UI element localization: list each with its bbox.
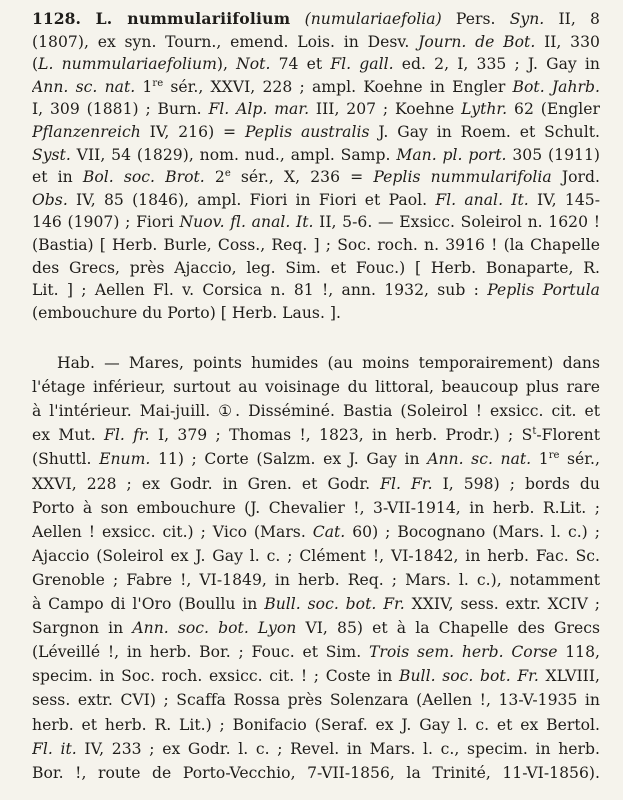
habitat-text-line (32, 448, 600, 470)
body-text: des Grecs, près Ajaccio, leg. Sim. et Fouc.) [ Herb. Bonaparte, R. (32, 258, 600, 277)
entry-text-line (32, 8, 600, 30)
body-text: sér., XXVI, 228 ; ampl. Koehne in Engler (163, 77, 513, 96)
body-text: Bor. !, route de Porto-Vecchio, 7-VII-1856, la Trinité, 11-VI-1856). (32, 763, 600, 782)
body-text: IV, 233 ; ex Godr. l. c. ; Revel. in Mars. l. c., specim. in herb. (76, 739, 600, 758)
body-text: l'étage inférieur, surtout au voisinage du littoral, beaucoup plus rare (32, 378, 600, 397)
body-text: ), (216, 55, 237, 74)
body-text: à Campo di l'Oro (Boullu in (32, 595, 265, 613)
body-text: Porto à son embouchure (J. Chevalier !, 3-VII-1914, in herb. R.Lit. ; (32, 498, 600, 517)
habitat-text-line (32, 738, 600, 760)
body-text: 118, (557, 643, 600, 662)
italic-citation-text: (numulariaefolia) (290, 10, 442, 28)
superscript-text: t (532, 426, 537, 438)
habitat-text-line (32, 400, 600, 422)
body-text: IV, 145- (528, 190, 600, 209)
italic-citation-text: Trois sem. herb. Corse (368, 643, 558, 662)
italic-citation-text: Obs. (32, 190, 68, 209)
body-text: ex Mut. (32, 426, 104, 445)
body-text: II, 8 (544, 10, 600, 28)
entry-text-line (32, 76, 600, 98)
italic-citation-text: Bot. Jahrb. (512, 77, 600, 96)
body-text: à l'intérieur. Mai-juill. ①. Disséminé. Bastia (Soleirol ! exsicc. cit. et (32, 402, 600, 421)
body-text: 2 (204, 168, 225, 187)
body-text: I, 309 (1881) ; Burn. (32, 100, 209, 119)
body-text: 1 (531, 450, 549, 469)
body-text: Pers. (441, 10, 510, 28)
italic-citation-text: Fl. gall. (330, 55, 394, 74)
entry-text-line (32, 211, 600, 233)
body-text: (Léveillé !, in herb. Bor. ; Fouc. et Sim. (32, 643, 369, 662)
entry-text-line (32, 144, 600, 166)
body-text: I, 598) ; bords du (432, 474, 600, 493)
entry-text-line (32, 98, 600, 120)
italic-citation-text: Fl. fr. (103, 426, 150, 445)
italic-citation-text: Lythr. (461, 100, 508, 119)
italic-citation-text: Pflanzenreich (32, 123, 141, 141)
body-text: -Florent (536, 426, 600, 445)
entry-text-line (32, 189, 600, 211)
body-text: (embouchure du Porto) [ Herb. Laus. ]. (32, 303, 341, 322)
entry-text-line (32, 121, 600, 143)
entry-text-line (32, 302, 600, 324)
habitat-text-line (32, 641, 600, 663)
habitat-text-line (32, 762, 600, 784)
italic-citation-text: Syn. (509, 10, 545, 28)
habitat-text-line (32, 424, 600, 446)
italic-citation-text: Cat. (312, 522, 346, 541)
italic-citation-text: Peplis Portula (487, 281, 600, 300)
body-text: Jord. (551, 168, 600, 187)
italic-citation-text: Enum. (99, 450, 151, 469)
habitat-text-line (32, 497, 600, 519)
body-text: specim. in Soc. roch. exsicc. cit. ! ; Coste in (32, 667, 400, 686)
italic-citation-text: Syst. (32, 145, 71, 164)
body-text: VII, 54 (1829), nom. nud., ampl. Samp. (70, 145, 397, 164)
entry-text-line (32, 257, 600, 279)
body-text: Grenoble ; Fabre !, VI-1849, in herb. Req. ; Mars. l. c.), notamment (32, 570, 600, 589)
superscript-text: re (152, 77, 164, 89)
italic-citation-text: Fl. anal. It. (435, 190, 529, 209)
body-text: 146 (1907) ; Fiori (32, 213, 180, 232)
italic-citation-text: Man. pl. port. (396, 145, 507, 164)
body-text: J. Gay in Roem. et Schult. (369, 123, 600, 141)
body-text: 305 (1911) (506, 145, 600, 164)
italic-citation-text: Fl. Fr. (380, 474, 433, 493)
body-text: IV, 216) = (140, 123, 245, 141)
habitat-text-line (32, 689, 600, 711)
body-text: Aellen ! exsicc. cit.) ; Vico (Mars. (32, 522, 313, 541)
body-text: herb. et herb. R. Lit.) ; Bonifacio (Seraf. ex J. Gay l. c. et ex Bertol. (32, 715, 600, 734)
entry-text-line (32, 31, 600, 53)
body-text: (1807), ex syn. Tourn., emend. Lois. in Desv. (32, 32, 419, 51)
body-text: ed. 2, I, 335 ; J. Gay in (393, 55, 600, 74)
italic-citation-text: Bull. soc. bot. Fr. (264, 595, 405, 613)
habitat-text-line (32, 521, 600, 543)
body-text: III, 207 ; Koehne (309, 100, 462, 119)
superscript-text: e (224, 168, 231, 180)
italic-citation-text: Ann. sc. nat. (427, 450, 532, 469)
entry-text-line (32, 53, 600, 75)
habitat-text-line (32, 593, 600, 615)
body-text: IV, 85 (1846), ampl. Fiori in Fiori et Paol. (67, 190, 436, 209)
body-text: 74 et (270, 55, 331, 74)
body-text: et in (32, 168, 83, 187)
entry-text-line (32, 279, 600, 301)
body-text: (Bastia) [ Herb. Burle, Coss., Req. ] ; Soc. roch. n. 3916 ! (la Chapelle (32, 236, 600, 254)
habitat-text-line (57, 352, 600, 374)
body-text: sér., (559, 450, 600, 469)
italic-citation-text: L. nummulariaefolium (38, 55, 217, 74)
italic-citation-text: Journ. de Bot. (418, 32, 536, 51)
body-text: II, 330 (535, 32, 600, 51)
habitat-text-line (32, 714, 600, 736)
body-text: 1 (135, 77, 153, 96)
italic-citation-text: Not. (236, 55, 271, 74)
body-text: Sargnon in (32, 619, 133, 638)
habitat-text-line (32, 545, 600, 567)
habitat-text-line (32, 617, 600, 639)
body-text: ( (32, 55, 39, 74)
entry-number: 1128. (32, 9, 96, 28)
italic-citation-text: Ann. soc. bot. Lyon (132, 619, 297, 638)
body-text: Lit. ] ; Aellen Fl. v. Corsica n. 81 !, ann. 1932, sub : (32, 281, 488, 300)
body-text: 62 (Engler (507, 100, 600, 119)
entry-text-line (32, 234, 600, 256)
body-text: I, 379 ; Thomas !, 1823, in herb. Prodr.) ; S (149, 426, 533, 445)
body-text: sér., X, 236 = (230, 168, 374, 187)
habitat-text-line (32, 569, 600, 591)
habitat-text-line (32, 376, 600, 398)
body-text: 11) ; Corte (Salzm. ex J. Gay in (150, 450, 428, 469)
italic-citation-text: Peplis australis (245, 123, 370, 141)
species-name: L. nummulariifolium (95, 9, 291, 28)
body-text: 60) ; Bocognano (Mars. l. c.) ; (345, 522, 600, 541)
body-text: (Shuttl. (32, 450, 100, 469)
body-text: XXIV, sess. extr. XCIV ; (404, 595, 600, 613)
italic-citation-text: Bol. soc. Brot. (82, 168, 205, 187)
entry-text-line (32, 166, 600, 188)
italic-citation-text: Nuov. fl. anal. It. (179, 213, 314, 232)
body-text: XLVIII, (538, 667, 600, 686)
italic-citation-text: Peplis nummularifolia (373, 168, 552, 187)
body-text: VI, 85) et à la Chapelle des Grecs (296, 619, 600, 638)
habitat-text-line (32, 473, 600, 495)
italic-citation-text: Ann. sc. nat. (32, 77, 136, 96)
body-text: sess. extr. CVI) ; Scaffa Rossa près Solenzara (Aellen !, 13-V-1935 in (32, 691, 600, 710)
body-text: II, 5-6. — Exsicc. Soleirol n. 1620 ! (313, 213, 600, 232)
italic-citation-text: Fl. it. (32, 739, 77, 758)
body-text: Ajaccio (Soleirol ex J. Gay l. c. ; Clément !, VI-1842, in herb. Fac. Sc. (32, 546, 600, 565)
superscript-text: re (548, 450, 560, 462)
body-text: XXVI, 228 ; ex Godr. in Gren. et Godr. (32, 474, 381, 493)
habitat-text-line (32, 665, 600, 687)
italic-citation-text: Fl. Alp. mar. (208, 100, 310, 119)
italic-citation-text: Bull. soc. bot. Fr. (399, 667, 539, 686)
body-text: Hab. — Mares, points humides (au moins temporairement) dans (57, 354, 600, 372)
